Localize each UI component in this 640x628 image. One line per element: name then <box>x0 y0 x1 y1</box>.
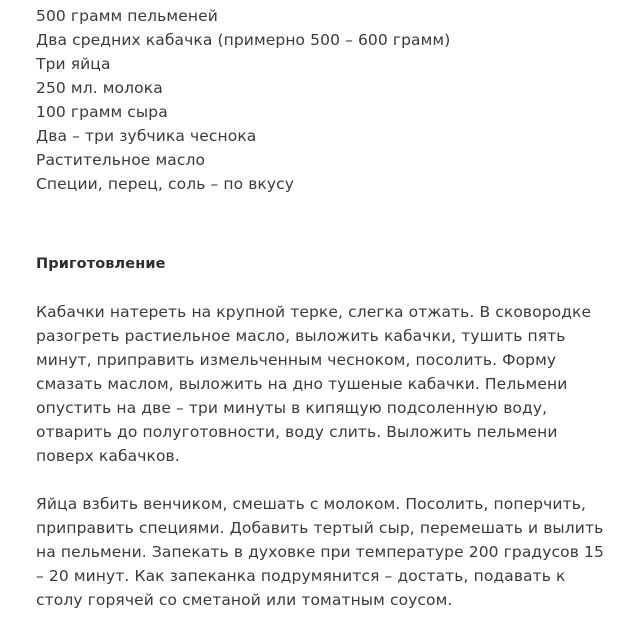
paragraph-line: приправить специями. Добавить тертый сыр, перемешать и вылить <box>36 519 604 537</box>
ingredient-item: Растительное масло <box>36 151 206 169</box>
ingredient-item: Два средних кабачка (примерно 500 – 600 грамм) <box>36 31 451 49</box>
paragraph-line: Кабачки натереть на крупной терке, слегка отжать. В сковородке <box>36 303 592 321</box>
paragraph-line: поверх кабачков. <box>36 447 180 465</box>
paragraph-line: смазать маслом, выложить на дно тушеные кабачки. Пельмени <box>36 375 568 393</box>
ingredient-item: 100 грамм сыра <box>36 103 168 121</box>
paragraph-line: Яйца взбить венчиком, смешать с молоком. Посолить, поперчить, <box>36 495 586 513</box>
preparation-paragraph-1 <box>36 300 636 468</box>
paragraph-line: разогреть растиельное масло, выложить кабачки, тушить пять <box>36 327 566 345</box>
paragraph-line: отварить до полуготовности, воду слить. Выложить пельмени <box>36 423 558 441</box>
paragraph-line: столу горячей со сметаной или томатным соусом. <box>36 591 453 609</box>
paragraph-line: опустить на две – три минуты в кипящую подсоленную воду, <box>36 399 548 417</box>
ingredient-item: 250 мл. молока <box>36 79 163 97</box>
ingredient-item: 500 грамм пельменей <box>36 7 218 25</box>
preparation-paragraph-2 <box>36 492 636 612</box>
paragraph-line: минут, приправить измельченным чесноком, посолить. Форму <box>36 351 557 369</box>
paragraph-line: на пельмени. Запекать в духовке при температуре 200 градусов 15 <box>36 543 604 561</box>
ingredient-item: Два – три зубчика чеснока <box>36 127 257 145</box>
ingredient-item: Три яйца <box>36 55 111 73</box>
ingredient-item: Специи, перец, соль – по вкусу <box>36 175 295 193</box>
preparation-heading: Приготовление <box>36 256 166 272</box>
paragraph-line: – 20 минут. Как запеканка подрумянится – достать, подавать к <box>36 567 566 585</box>
ingredients-list <box>36 4 636 196</box>
recipe-page <box>36 4 636 612</box>
